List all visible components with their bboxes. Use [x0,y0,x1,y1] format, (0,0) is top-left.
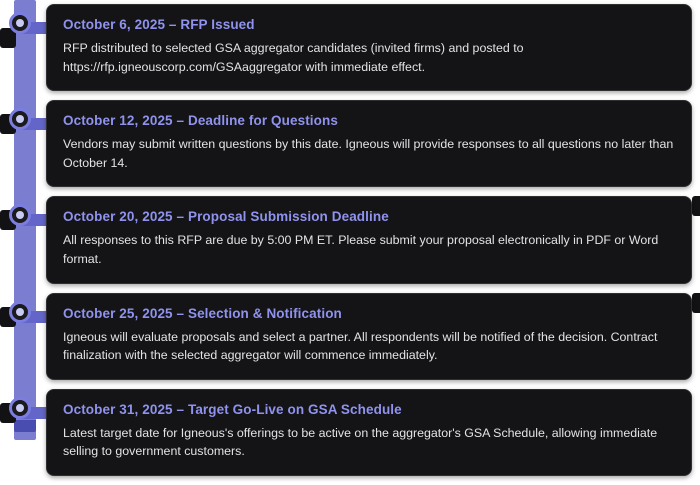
timeline-card[interactable] [46,4,692,91]
timeline-event[interactable] [0,100,700,187]
timeline-event-body: Vendors may submit written questions by this date. Igneous will provide responses to all questions no later than October 14. [63,137,674,170]
timeline-event-title: October 31, 2025 – Target Go-Live on GSA Schedule [63,401,402,417]
edge-accent [692,293,700,313]
timeline-card[interactable] [46,389,692,476]
timeline-event-body: RFP distributed to selected GSA aggregator candidates (invited firms) and posted to https://rfp.igneouscorp.com/GSAaggregator with immediate effect. [63,41,524,74]
timeline-marker-center-icon [16,19,24,27]
timeline-event-title: October 12, 2025 – Deadline for Questions [63,113,338,129]
timeline-event[interactable] [0,389,700,476]
timeline-event[interactable] [0,196,700,283]
edge-accent [692,196,700,216]
timeline-card[interactable] [46,100,692,187]
timeline-event[interactable] [0,293,700,380]
timeline-card[interactable] [46,196,692,283]
timeline-event-body: Latest target date for Igneous's offerings to be active on the aggregator's GSA Schedule, allowing immediate selling to government customers. [63,425,658,459]
timeline-event-body: Igneous will evaluate proposals and select a partner. All respondents will be notified of the decision. Contract finalization with the selected aggregator will commence immediately. [63,329,658,363]
timeline-card[interactable] [46,293,692,380]
timeline-event-title: October 25, 2025 – Selection & Notification [63,305,342,321]
timeline-marker-center-icon [16,308,24,316]
timeline-marker-center-icon [16,404,24,412]
timeline-event-title: October 20, 2025 – Proposal Submission Deadline [63,209,389,225]
timeline-event[interactable] [0,4,700,91]
timeline-event-title: October 6, 2025 – RFP Issued [63,17,255,32]
timeline-event-body: All responses to this RFP are due by 5:00 PM ET. Please submit your proposal electronically in PDF or Word format. [63,233,659,267]
